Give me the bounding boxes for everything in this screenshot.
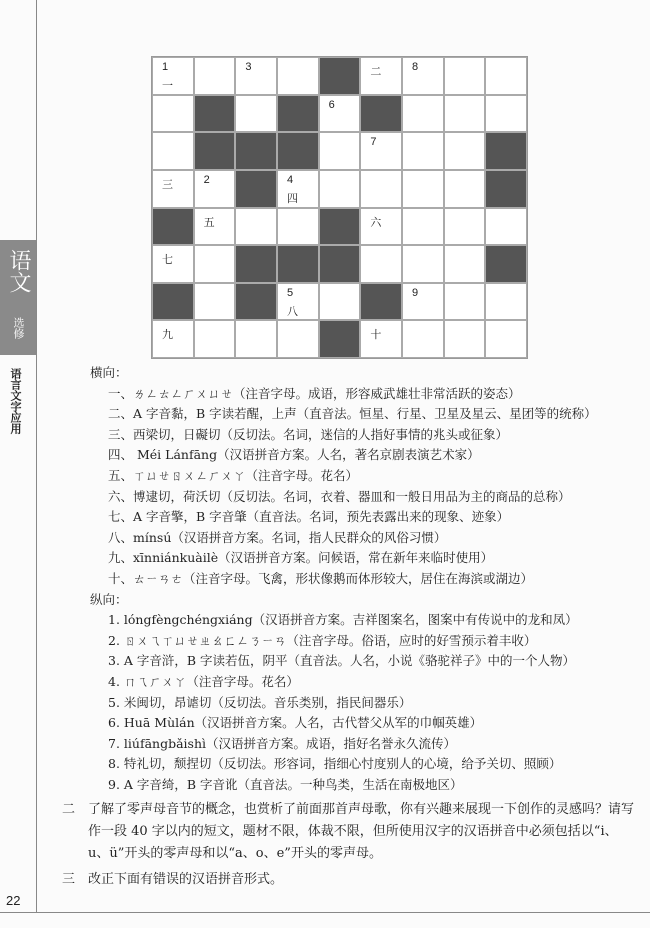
crossword-cell[interactable]	[444, 320, 486, 358]
crossword-cell[interactable]	[360, 170, 402, 208]
crossword-block	[235, 283, 277, 321]
across-clue: 六、博逮切，荷沃切（反切法。名词，衣着、器皿和一般日用品为主的商品的总称）	[108, 488, 571, 504]
crossword-cell[interactable]	[194, 283, 236, 321]
page-body	[62, 363, 637, 891]
exercise-text: 了解了零声母音节的概念，也赏析了前面那首声母歌，你有兴趣来展现一下创作的灵感吗？请写作一段 40 字以内的短文，题材不限，体裁不限，但所使用汉字的汉语拼音中必须包括以“i、u、ü”开头的零声母和以“a、o、e”开头的零声母。	[88, 802, 635, 862]
exercise-3	[62, 869, 637, 891]
across-clue: 七、A 字音擎，B 字音肇（直音法。名词，预先表露出来的现象、迹象）	[108, 509, 510, 525]
exercise-text: 改正下面有错误的汉语拼音形式。	[88, 872, 284, 888]
down-clue: 2. ㄖㄨㄟㄒㄩㄝㄓㄠㄈㄥㄋㄧㄢ（注音字母。俗语，应时的好雪预示着丰收）	[108, 632, 537, 648]
crossword-cell[interactable]	[402, 132, 444, 170]
crossword-block	[152, 283, 194, 321]
crossword-cell[interactable]	[235, 57, 277, 95]
clue-number-chinese: 七	[162, 253, 173, 267]
clue-number-chinese: 六	[370, 215, 382, 229]
crossword-block	[235, 170, 277, 208]
down-clue: 9. A 字音绮，B 字音讹（直音法。一种鸟类，生活在南极地区）	[108, 776, 463, 792]
crossword-cell[interactable]	[485, 57, 527, 95]
crossword-cell[interactable]	[402, 170, 444, 208]
crossword-cell[interactable]	[152, 57, 194, 95]
crossword-cell[interactable]	[194, 245, 236, 283]
crossword-block	[485, 132, 527, 170]
across-clue: 二、A 字音黏，B 字读若醒，上声（直音法。恒星、行星、卫星及星云、星团等的统称）	[108, 406, 597, 422]
crossword-cell[interactable]	[444, 208, 486, 246]
crossword-cell[interactable]	[444, 245, 486, 283]
crossword-grid	[151, 56, 528, 359]
clue-number: 4	[287, 173, 294, 186]
crossword-block	[319, 245, 361, 283]
crossword-cell[interactable]	[444, 170, 486, 208]
clue-number-chinese: 四	[287, 191, 298, 205]
crossword-cell[interactable]	[277, 57, 319, 95]
crossword-cell[interactable]	[277, 170, 319, 208]
crossword-cell[interactable]	[485, 208, 527, 246]
crossword-cell[interactable]	[402, 57, 444, 95]
crossword-cell[interactable]	[444, 132, 486, 170]
crossword-cell[interactable]	[360, 320, 402, 358]
crossword-cell[interactable]	[360, 245, 402, 283]
clue-number: 9	[412, 286, 419, 299]
crossword-cell[interactable]	[485, 283, 527, 321]
crossword-cell[interactable]	[194, 320, 236, 358]
clue-number: 5	[287, 286, 294, 299]
book-subtitle: 选修	[12, 317, 25, 339]
crossword-block	[360, 283, 402, 321]
clue-number: 7	[370, 136, 377, 149]
crossword-cell[interactable]	[402, 320, 444, 358]
crossword-cell[interactable]	[277, 283, 319, 321]
clue-number: 1	[162, 61, 169, 73]
across-clue: 一、ㄌㄥㄊㄥㄏㄨㄩㄝ（注音字母。成语，形容威武雄壮非常活跃的姿态）	[108, 385, 521, 401]
crossword-cell[interactable]	[194, 57, 236, 95]
down-clue: 4. ㄇㄟㄏㄨㄚ（注音字母。花名）	[108, 673, 299, 689]
crossword-cell[interactable]	[152, 95, 194, 133]
crossword-cell[interactable]	[194, 170, 236, 208]
crossword-cell[interactable]	[319, 283, 361, 321]
crossword-cell[interactable]	[485, 320, 527, 358]
exercise-label: 三	[62, 872, 76, 888]
crossword-cell[interactable]	[152, 170, 194, 208]
crossword-cell[interactable]	[235, 95, 277, 133]
down-clue: 5. 米闽切，昂谑切（反切法。音乐类别，指民间器乐）	[108, 694, 412, 710]
down-heading: 纵向：	[90, 591, 128, 607]
crossword-cell[interactable]	[402, 95, 444, 133]
crossword-cell[interactable]	[402, 245, 444, 283]
crossword-cell[interactable]	[235, 320, 277, 358]
clue-number: 6	[328, 98, 335, 111]
clue-number-chinese: 九	[162, 328, 173, 342]
exercise-2	[62, 799, 637, 865]
clue-number-chinese: 一	[162, 79, 173, 92]
clues	[62, 363, 637, 795]
crossword-cell[interactable]	[319, 170, 361, 208]
crossword-cell[interactable]	[277, 320, 319, 358]
clue-number-chinese: 二	[370, 65, 382, 78]
down-clue: 8. 特礼切，颓捏切（反切法。形容词，指细心忖度别人的心境，给予关切、照顾）	[108, 756, 562, 772]
down-clue: 7. liúfāngbǎishì（汉语拼音方案。成语，指好名誉永久流传）	[108, 735, 456, 751]
section-title: 语言文字应用	[9, 368, 22, 434]
crossword-cell[interactable]	[319, 132, 361, 170]
crossword-cell[interactable]	[402, 283, 444, 321]
crossword-cell[interactable]	[360, 208, 402, 246]
crossword-cell[interactable]	[360, 57, 402, 95]
clue-number-chinese: 三	[162, 177, 173, 191]
crossword-block	[277, 132, 319, 170]
clue-number-chinese: 十	[370, 328, 382, 342]
crossword-cell[interactable]	[444, 283, 486, 321]
crossword-cell[interactable]	[444, 57, 486, 95]
crossword-cell[interactable]	[485, 95, 527, 133]
exercise-label: 二	[62, 802, 76, 818]
across-clue: 四、 Méi Lánfāng（汉语拼音方案。人名，著名京剧表演艺术家）	[108, 447, 480, 463]
across-clue: 十、ㄊㄧㄢㄜ（注音字母。飞禽，形状像鹅而体形较大，居住在海滨或湖边）	[108, 570, 534, 586]
across-clue: 九、xīnniánkuàilè（汉语拼音方案。问候语，常在新年来临时使用）	[108, 550, 494, 566]
crossword-block	[319, 208, 361, 246]
clue-number: 8	[412, 61, 419, 73]
crossword-cell[interactable]	[360, 132, 402, 170]
across-clue: 八、mínsú（汉语拼音方案。名词，指人民群众的风俗习惯）	[108, 529, 447, 545]
down-clue: 6. Huā Mùlán（汉语拼音方案。人名，古代替父从军的巾帼英雄）	[108, 715, 483, 731]
crossword-block	[485, 245, 527, 283]
clue-number: 3	[245, 61, 252, 73]
crossword-cell[interactable]	[194, 208, 236, 246]
crossword-block	[277, 95, 319, 133]
crossword-block	[152, 208, 194, 246]
down-clue: 3. A 字音浒，B 字读若伍，阴平（直音法。人名，小说《骆驼祥子》中的一个人物）	[108, 653, 576, 669]
crossword-cell[interactable]	[152, 132, 194, 170]
crossword-block	[194, 95, 236, 133]
crossword-cell[interactable]	[152, 320, 194, 358]
clue-number-chinese: 八	[287, 304, 298, 318]
crossword-block	[485, 170, 527, 208]
margin-rule	[36, 0, 37, 912]
book-title: 语文	[6, 249, 31, 293]
across-heading: 横向：	[90, 365, 128, 380]
crossword-cell[interactable]	[444, 95, 486, 133]
clue-number-chinese: 五	[203, 215, 215, 229]
crossword-cell[interactable]	[319, 95, 361, 133]
crossword-block	[194, 132, 236, 170]
crossword-cell[interactable]	[277, 208, 319, 246]
page-number: 22	[6, 893, 21, 908]
down-clue: 1. lóngfèngchéngxiáng（汉语拼音方案。吉祥图案名，图案中有传说中的龙和凤）	[108, 612, 578, 628]
footer-rule	[0, 912, 650, 913]
crossword-block	[360, 95, 402, 133]
crossword-block	[235, 245, 277, 283]
crossword-cell[interactable]	[402, 208, 444, 246]
crossword-block	[277, 245, 319, 283]
crossword-block	[319, 57, 361, 95]
crossword-block	[319, 320, 361, 358]
crossword-cell[interactable]	[235, 208, 277, 246]
across-clue: 三、西梁切，日礙切（反切法。名词，迷信的人指好事情的兆头或征象）	[108, 426, 509, 442]
book-tab	[0, 240, 36, 355]
crossword-block	[235, 132, 277, 170]
across-clue: 五、ㄒㄩㄝㄖㄨㄥㄏㄨㄚ（注音字母。花名）	[108, 467, 359, 483]
clue-number: 2	[203, 173, 210, 186]
crossword-cell[interactable]	[152, 245, 194, 283]
